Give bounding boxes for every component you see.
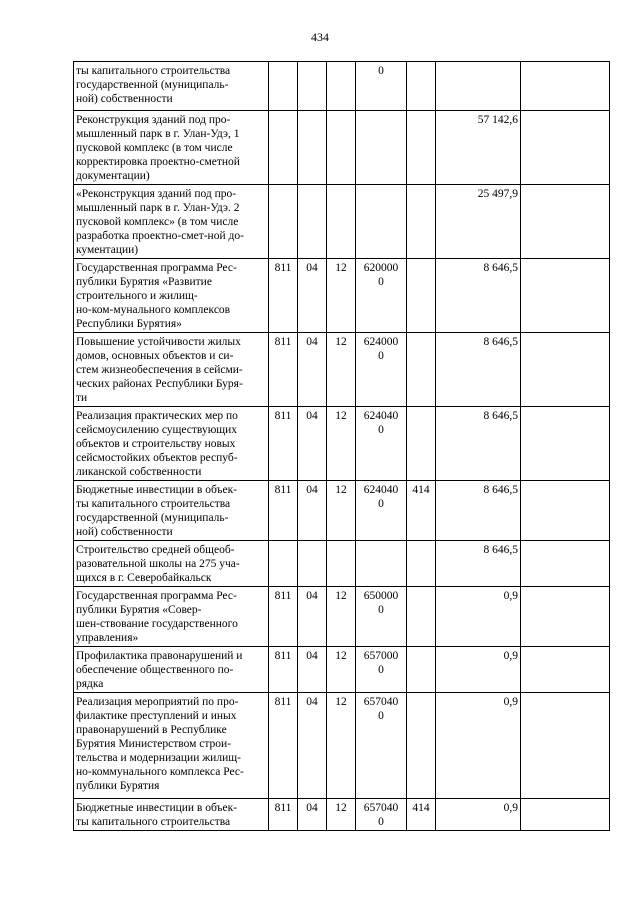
ministry-code-cell: 811: [269, 587, 298, 647]
row-name-line: корректировка проектно-сметной: [76, 156, 240, 168]
ministry-code-cell: 811: [269, 259, 298, 333]
ministry-code-cell: 811: [269, 647, 298, 693]
section-code-cell: [298, 185, 327, 259]
section-code-cell: 04: [298, 333, 327, 407]
target-article-cell: [356, 693, 407, 799]
expense-type-cell: [407, 647, 436, 693]
row-name-line: Бюджетные инвестиции в объек-: [76, 802, 238, 814]
target-article-line: 0: [378, 604, 384, 616]
row-name-line: стем жизнеобеспечения в сейсми-: [76, 364, 243, 376]
table-row: [74, 407, 610, 481]
section-code-cell: [298, 111, 327, 185]
row-name-line: публики Бурятия «Развитие: [76, 276, 212, 288]
row-name-line: Строительство средней общеоб-: [76, 544, 235, 556]
row-name-line: но-ком-мунального комплексов: [76, 304, 231, 316]
table-row: [74, 693, 610, 799]
row-name-line: разработка проектно-смет-ной до-: [76, 230, 244, 242]
row-name-line: Повышение устойчивости жилых: [76, 336, 241, 348]
extra-cell: [521, 62, 610, 111]
extra-cell: [521, 693, 610, 799]
budget-table: [73, 61, 610, 831]
target-article-line: 624040: [363, 484, 399, 496]
row-name-line: строительного и жилищ-: [76, 290, 198, 302]
row-name-line: управления»: [76, 632, 139, 644]
section-code-cell: 04: [298, 259, 327, 333]
subsection-code-cell: 12: [327, 407, 356, 481]
expense-type-cell: [407, 62, 436, 111]
amount-cell: 0,9: [436, 647, 521, 693]
target-article-line: 0: [378, 424, 384, 436]
amount-cell: 8 646,5: [436, 541, 521, 587]
row-name-line: Бюджетные инвестиции в объек-: [76, 484, 238, 496]
expense-type-cell: 414: [407, 799, 436, 831]
row-name-line: филактике преступлений и иных: [76, 710, 237, 722]
section-code-cell: 04: [298, 693, 327, 799]
row-name-line: разовательной школы на 275 уча-: [76, 558, 240, 570]
row-name-line: ты капитального строительства: [76, 816, 231, 828]
target-article-line: 657000: [363, 650, 399, 662]
subsection-code-cell: [327, 185, 356, 259]
ministry-code-cell: 811: [269, 693, 298, 799]
table-row: [74, 259, 610, 333]
target-article-cell: [356, 185, 407, 259]
row-name-line: Государственная программа Рес-: [76, 262, 237, 274]
expense-type-cell: [407, 693, 436, 799]
row-name-cell: [74, 647, 269, 693]
row-name-cell: [74, 333, 269, 407]
subsection-code-cell: 12: [327, 333, 356, 407]
row-name-line: ти: [76, 392, 88, 404]
extra-cell: [521, 799, 610, 831]
ministry-code-cell: 811: [269, 333, 298, 407]
amount-cell: [436, 62, 521, 111]
target-article-line: 0: [378, 816, 384, 828]
extra-cell: [521, 185, 610, 259]
target-article-line: 657040: [363, 802, 399, 814]
amount-cell: 0,9: [436, 799, 521, 831]
amount-cell: 0,9: [436, 587, 521, 647]
ministry-code-cell: [269, 185, 298, 259]
subsection-code-cell: [327, 541, 356, 587]
table-row: [74, 647, 610, 693]
target-article-line: 624000: [363, 336, 399, 348]
row-name-line: Реализация практических мер по: [76, 410, 238, 422]
ministry-code-cell: [269, 62, 298, 111]
subsection-code-cell: 12: [327, 693, 356, 799]
row-name-line: государственной (муниципаль-: [76, 512, 229, 524]
row-name-line: объектов и строительству новых: [76, 438, 236, 450]
row-name-line: ты капитального строительства: [76, 498, 231, 510]
amount-cell: 8 646,5: [436, 481, 521, 541]
expense-type-cell: [407, 111, 436, 185]
row-name-line: Профилактика правонарушений и: [76, 650, 243, 662]
row-name-cell: [74, 587, 269, 647]
amount-cell: 57 142,6: [436, 111, 521, 185]
row-name-cell: [74, 407, 269, 481]
ministry-code-cell: [269, 111, 298, 185]
row-name-cell: [74, 62, 269, 111]
row-name-line: «Реконструкция зданий под про-: [76, 188, 237, 200]
row-name-line: государственной (муниципаль-: [76, 79, 229, 91]
expense-type-cell: [407, 333, 436, 407]
target-article-cell: [356, 587, 407, 647]
target-article-cell: [356, 647, 407, 693]
extra-cell: [521, 333, 610, 407]
row-name-cell: [74, 185, 269, 259]
target-article-line: 650000: [363, 590, 399, 602]
target-article-cell: [356, 541, 407, 587]
row-name-line: ликанской собственности: [76, 466, 202, 478]
row-name-line: публики Бурятия: [76, 780, 160, 792]
row-name-cell: [74, 693, 269, 799]
row-name-line: кументации): [76, 244, 139, 256]
page-number: 434: [311, 30, 329, 44]
row-name-line: обеспечение общественного по-: [76, 664, 234, 676]
section-code-cell: 04: [298, 799, 327, 831]
extra-cell: [521, 111, 610, 185]
ministry-code-cell: [269, 541, 298, 587]
target-article-cell: [356, 333, 407, 407]
section-code-cell: 04: [298, 647, 327, 693]
expense-type-cell: [407, 587, 436, 647]
row-name-line: домов, основных объектов и си-: [76, 350, 234, 362]
target-article-cell: [356, 799, 407, 831]
row-name-line: щихся в г. Северобайкальск: [76, 572, 212, 584]
row-name-line: ной) собственности: [76, 93, 173, 105]
subsection-code-cell: [327, 111, 356, 185]
target-article-line: 0: [378, 710, 384, 722]
subsection-code-cell: [327, 62, 356, 111]
target-article-cell: [356, 62, 407, 111]
target-article-line: 0: [378, 498, 384, 510]
row-name-line: Государственная программа Рес-: [76, 590, 237, 602]
expense-type-cell: [407, 541, 436, 587]
row-name-cell: [74, 799, 269, 831]
target-article-line: 620000: [363, 262, 399, 274]
section-code-cell: [298, 541, 327, 587]
row-name-cell: [74, 481, 269, 541]
table-row: [74, 62, 610, 111]
budget-table-body: [74, 62, 610, 831]
subsection-code-cell: 12: [327, 259, 356, 333]
table-row: [74, 587, 610, 647]
row-name-line: мышленный парк в г. Улан-Удэ, 1: [76, 128, 240, 140]
row-name-line: Реконструкция зданий под про-: [76, 114, 231, 126]
row-name-line: пусковой комплекс» (в том числе: [76, 216, 239, 228]
row-name-line: сейсмостойких объектов респуб-: [76, 452, 238, 464]
amount-cell: 25 497,9: [436, 185, 521, 259]
extra-cell: [521, 587, 610, 647]
row-name-line: правонарушений в Республике: [76, 724, 227, 736]
row-name-cell: [74, 259, 269, 333]
extra-cell: [521, 259, 610, 333]
ministry-code-cell: 811: [269, 481, 298, 541]
ministry-code-cell: 811: [269, 407, 298, 481]
target-article-line: 624040: [363, 410, 399, 422]
target-article-line: 0: [378, 350, 384, 362]
ministry-code-cell: 811: [269, 799, 298, 831]
table-row: [74, 541, 610, 587]
target-article-cell: [356, 259, 407, 333]
row-name-line: Бурятия Министерством строи-: [76, 738, 232, 750]
amount-cell: 8 646,5: [436, 407, 521, 481]
extra-cell: [521, 407, 610, 481]
expense-type-cell: [407, 185, 436, 259]
target-article-line: 0: [378, 276, 384, 288]
subsection-code-cell: 12: [327, 481, 356, 541]
row-name-line: но-коммунального комплекса Рес-: [76, 766, 244, 778]
amount-cell: 8 646,5: [436, 259, 521, 333]
row-name-line: тельства и модернизации жилищ-: [76, 752, 241, 764]
amount-cell: 0,9: [436, 693, 521, 799]
table-row: [74, 481, 610, 541]
row-name-line: публики Бурятия «Совер-: [76, 604, 202, 616]
row-name-cell: [74, 541, 269, 587]
section-code-cell: [298, 62, 327, 111]
table-row: [74, 185, 610, 259]
target-article-line: 0: [378, 664, 384, 676]
table-row: [74, 799, 610, 831]
subsection-code-cell: 12: [327, 647, 356, 693]
row-name-line: ческих районах Республики Буря-: [76, 378, 243, 390]
extra-cell: [521, 647, 610, 693]
row-name-line: пусковой комплекс (в том числе: [76, 142, 233, 154]
subsection-code-cell: 12: [327, 799, 356, 831]
row-name-line: ной) собственности: [76, 526, 173, 538]
row-name-cell: [74, 111, 269, 185]
row-name-line: Республики Бурятия»: [76, 318, 182, 330]
row-name-line: Реализация мероприятий по про-: [76, 696, 239, 708]
section-code-cell: 04: [298, 481, 327, 541]
row-name-line: мышленный парк в г. Улан-Удэ. 2: [76, 202, 240, 214]
table-row: [74, 333, 610, 407]
target-article-cell: [356, 407, 407, 481]
target-article-cell: [356, 481, 407, 541]
extra-cell: [521, 541, 610, 587]
expense-type-cell: [407, 259, 436, 333]
row-name-line: сейсмоусилению существующих: [76, 424, 238, 436]
section-code-cell: 04: [298, 407, 327, 481]
row-name-line: ты капитального строительства: [76, 65, 231, 77]
extra-cell: [521, 481, 610, 541]
row-name-line: рядка: [76, 678, 104, 690]
row-name-line: документации): [76, 170, 150, 182]
section-code-cell: 04: [298, 587, 327, 647]
table-row: [74, 111, 610, 185]
expense-type-cell: [407, 407, 436, 481]
expense-type-cell: 414: [407, 481, 436, 541]
amount-cell: 8 646,5: [436, 333, 521, 407]
target-article-line: 0: [378, 65, 384, 77]
target-article-cell: [356, 111, 407, 185]
row-name-line: шен-ствование государственного: [76, 618, 238, 630]
subsection-code-cell: 12: [327, 587, 356, 647]
target-article-line: 657040: [363, 696, 399, 708]
